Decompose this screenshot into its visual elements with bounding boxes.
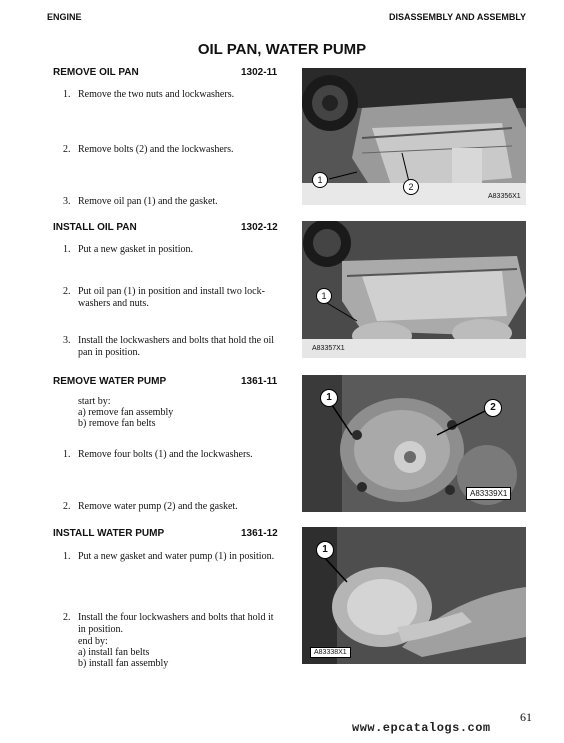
prereq-label: start by: [78, 396, 111, 407]
page-title: OIL PAN, WATER PUMP [197, 41, 367, 58]
callout-1: 1 [320, 389, 338, 407]
post-item: a) install fan belts [78, 647, 150, 658]
section-code: 1361-11 [241, 376, 278, 387]
section-heading: REMOVE OIL PAN [53, 67, 139, 78]
photo-caption: A83357X1 [312, 345, 345, 352]
prereq-item: a) remove fan assembly [78, 407, 174, 418]
header-right: DISASSEMBLY AND ASSEMBLY [388, 12, 526, 22]
footer-url[interactable]: www.epcatalogs.com [352, 721, 491, 735]
prereq-item: b) remove fan belts [78, 418, 156, 429]
section-code: 1361-12 [241, 528, 278, 539]
callout-2: 2 [484, 399, 502, 417]
section-heading: REMOVE WATER PUMP [53, 376, 167, 387]
callout-1: 1 [312, 172, 328, 188]
photo-oil-pan-install [302, 221, 526, 358]
step-item: 1. Remove four bolts (1) and the lockwashers. [63, 449, 253, 460]
step-item: 2. Put oil pan (1) in position and install two lock- washers and nuts. [63, 286, 265, 309]
section-heading: INSTALL OIL PAN [53, 222, 137, 233]
photo-caption: A83339X1 [466, 487, 511, 500]
photo-caption: A83338X1 [310, 647, 351, 658]
post-label: end by: [78, 636, 108, 647]
step-item: 1. Put a new gasket in position. [63, 244, 193, 255]
page-number: 61 [520, 710, 532, 724]
photo-water-pump-install [302, 527, 526, 664]
section-heading: INSTALL WATER PUMP [53, 528, 165, 539]
callout-2: 2 [403, 179, 419, 195]
section-code: 1302-12 [241, 222, 278, 233]
step-item: 2. Install the four lockwashers and bolts that hold it in position. [63, 612, 274, 635]
step-item: 2. Remove bolts (2) and the lockwashers. [63, 144, 234, 155]
callout-1: 1 [316, 541, 334, 559]
step-item: 1. Put a new gasket and water pump (1) in position. [63, 551, 275, 562]
step-item: 2. Remove water pump (2) and the gasket. [63, 501, 238, 512]
step-item: 3. Remove oil pan (1) and the gasket. [63, 196, 218, 207]
post-item: b) install fan assembly [78, 658, 169, 669]
step-item: 3. Install the lockwashers and bolts that hold the oil pan in position. [63, 335, 275, 358]
section-code: 1302-11 [241, 67, 278, 78]
step-item: 1. Remove the two nuts and lockwashers. [63, 89, 235, 100]
photo-caption: A83356X1 [488, 193, 521, 200]
photo-oil-pan-removal [302, 68, 526, 205]
callout-1: 1 [316, 288, 332, 304]
header-left: ENGINE [47, 12, 82, 22]
photo-water-pump-removal [302, 375, 526, 512]
